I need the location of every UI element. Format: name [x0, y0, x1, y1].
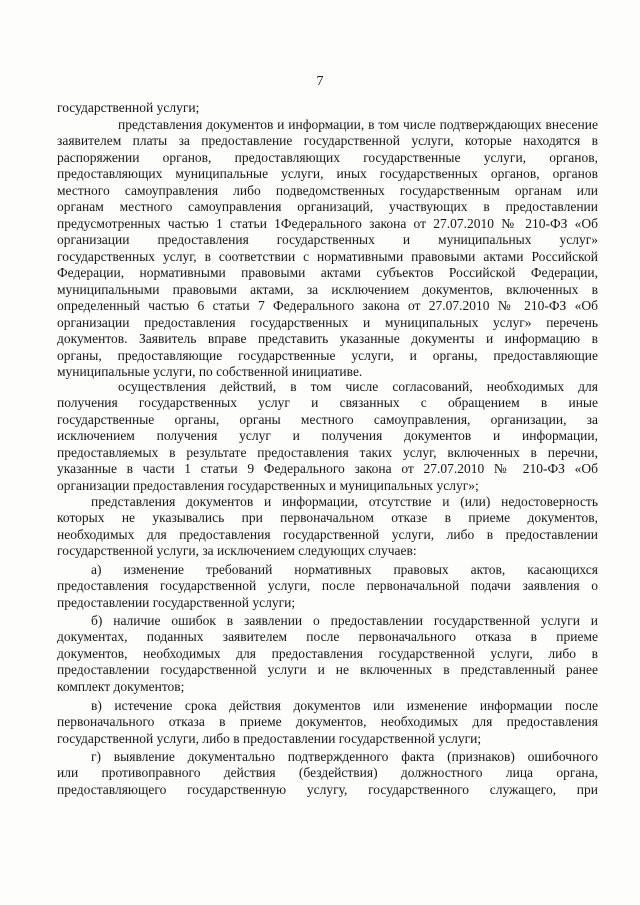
text-line: заявителем платы за предоставление государственной услуги, которые находятся в: [57, 133, 598, 148]
text-line: предусмотренных частью 1 статьи 1Федерального закона от 27.07.2010 № 210-ФЗ «Об: [57, 215, 598, 231]
text-line: первоначального отказа в приеме документов, необходимых для предоставления: [57, 714, 598, 729]
text-line: государственные органы, органы местного самоуправления, организации, за: [57, 411, 598, 427]
text-line: предоставляющего государственную услугу, государственного служащего, при: [57, 781, 598, 797]
text-line: г) выявление документально подтвержденного факта (признаков) ошибочного: [91, 748, 598, 764]
text-line: предоставляющих муниципальные услуги, иных государственных органов, органов: [57, 166, 598, 181]
text-line: указанные в части 1 статьи 9 Федерального закона от 27.07.2010 № 210-ФЗ «Об: [57, 461, 598, 476]
text-line: получения государственных услуг и связанных с обращением в иные: [57, 395, 598, 410]
text-line: муниципальные услуги, по собственной инициативе.: [57, 364, 363, 379]
text-line: а) изменение требований нормативных правовых актов, касающихся: [91, 561, 598, 577]
text-line: или противоправного действия (бездействия) должностного лица органа,: [57, 765, 598, 780]
text-line: которых не указывались при первоначальном отказе в приеме документов,: [57, 510, 598, 525]
text-line: б) наличие ошибок в заявлении о предоставлении государственной услуги и: [91, 612, 598, 628]
page-number: 7: [316, 74, 324, 89]
text-line: документах, поданных заявителем после первоначального отказа в приеме: [57, 629, 598, 644]
text-line: комплект документов;: [57, 678, 185, 694]
text-line: в) истечение срока действия документов или изменение информации после: [91, 697, 598, 713]
text-line: представления документов и информации, отсутствие и (или) недостоверность: [91, 493, 598, 509]
text-line: Федерации, нормативными правовыми актами субъектов Российской Федерации,: [57, 265, 598, 280]
text-line: местного самоуправления либо подведомственных государственным органам или: [57, 182, 598, 198]
text-line: документов, необходимых для предоставления государственной услуги, либо в: [57, 645, 598, 661]
text-line: осуществления действий, в том числе согласований, необходимых для: [118, 378, 598, 394]
text-line: организации предоставления государственных и муниципальных услуг»: [57, 232, 598, 247]
text-line: определенный частью 6 статьи 7 Федерального закона от 27.07.2010 № 210-ФЗ «Об: [57, 298, 598, 313]
text-line: представления документов и информации, в том числе подтверждающих внесение: [118, 116, 598, 132]
text-line: документов. Заявитель вправе представить указанные документы и информацию в: [57, 331, 598, 346]
text-line: органам местного самоуправления организаций, участвующих в предоставлении: [57, 199, 598, 214]
text-line: государственных услуг, в соответствии с нормативными правовыми актами Российской: [57, 248, 598, 264]
text-line: исключением получения услуг и получения документов и информации,: [57, 428, 598, 443]
text-line: предоставления государственной услуги, после первоначальной подачи заявления о: [57, 578, 598, 593]
text-line: муниципальными правовыми актами, за исключением документов, включенных в: [57, 281, 598, 297]
text-line: государственной услуги, либо в предоставлении государственной услуги;: [57, 730, 482, 746]
text-line: распоряжении органов, предоставляющих государственные услуги, органов,: [57, 149, 598, 165]
text-line: необходимых для предоставления государственной услуги, либо в предоставлении: [57, 526, 598, 542]
text-line: органы, предоставляющие государственные услуги, и органы, предоставляющие: [57, 347, 598, 363]
text-line: предоставлении государственной услуги;: [57, 594, 296, 610]
text-line: государственной услуги, за исключением следующих случаев:: [57, 543, 417, 558]
text-line: государственной услуги;: [57, 99, 200, 115]
text-line: организации предоставления государственных и муниципальных услуг» перечень: [57, 314, 598, 330]
text-line: предоставляемых в результате предоставления таких услуг, включенных в перечни,: [57, 444, 598, 460]
text-line: предоставлении государственной услуги и не включенных в представленный ранее: [57, 662, 598, 677]
text-line: организации предоставления государственных и муниципальных услуг»;: [57, 477, 479, 493]
